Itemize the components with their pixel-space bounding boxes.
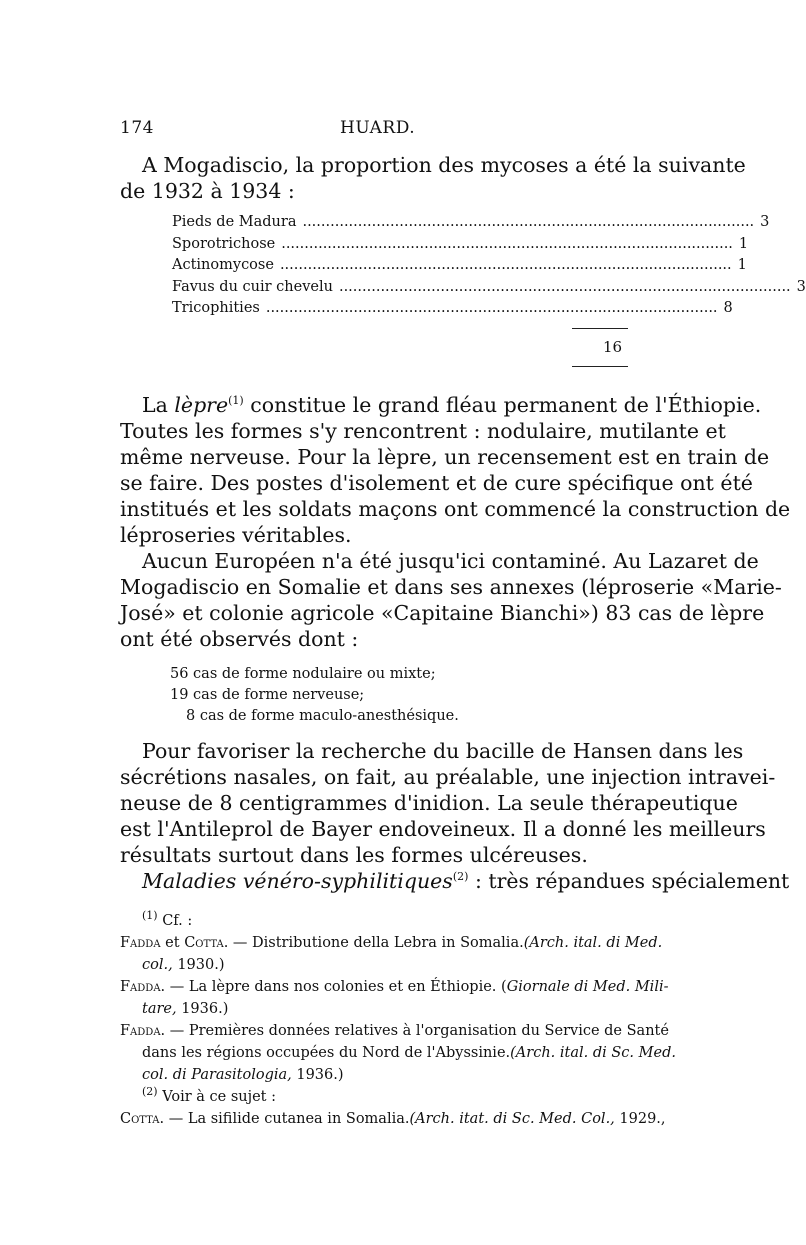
table-row — [172, 278, 806, 301]
intro-line-2: de 1932 à 1934 : — [120, 179, 295, 203]
lepre-line: institués et les soldats maçons ont commencé la construction de — [120, 497, 791, 521]
row-value: 3 — [760, 214, 770, 230]
table-row — [172, 214, 770, 236]
lepre-line: Toutes les formes s'y rencontrent : nodulaire, mutilante et — [120, 419, 726, 443]
footnote-mark: (2) — [142, 1085, 158, 1099]
list-item: 19 cas de forme nerveuse; — [170, 687, 365, 703]
hansen-line: Pour favoriser la recherche du bacille de Hansen dans les — [142, 739, 744, 763]
ref-source: (Arch. ital. di Med. — [523, 935, 663, 951]
hansen-line: neuse de 8 centigrammes d'inidion. La seule thérapeutique — [120, 791, 738, 815]
lepre-paragraph — [120, 392, 791, 548]
ref-source: col. di Parasitologia, — [142, 1067, 292, 1083]
table-row — [172, 235, 749, 258]
reference-fadda-3-cont — [120, 1042, 685, 1064]
footnote-text: Voir à ce sujet : — [162, 1089, 276, 1105]
ref-text: dans les régions occupées du Nord de l'Abyssinie. — [142, 1045, 511, 1061]
lepre-line-end: constitue le grand fléau permanent de l'Éthiopie. — [250, 393, 762, 417]
row-label: Actinomycose — [172, 257, 274, 273]
row-value: 1 — [738, 235, 749, 252]
row-label: Pieds de Madura — [172, 214, 297, 230]
ref-source: tare, — [142, 1001, 177, 1017]
ref-text: . — La sifilide cutanea in Somalia. — [159, 1111, 410, 1127]
ref-text: . — Premières données relatives à l'organisation du Service de Santé — [160, 1023, 669, 1039]
hansen-line: est l'Antileprol de Bayer endoveineux. Il a donné les meilleurs — [120, 817, 766, 841]
footnote-mark-2: (2) — [452, 870, 469, 884]
reference-fadda-2 — [120, 976, 685, 998]
footnote-2-intro — [120, 1086, 685, 1108]
lepre-line: léproseries véritables. — [120, 523, 352, 547]
reference-fadda-2-cont — [120, 998, 685, 1020]
table-row — [172, 257, 747, 279]
ref-coauthor: Cotta — [184, 935, 224, 951]
ref-author: Fadda — [120, 979, 161, 995]
maladies-term: Maladies vénéro-syphilitiques — [142, 869, 453, 893]
lepre-line: même nerveuse. Pour la lèpre, un recensement est en train de — [120, 445, 770, 469]
ref-text: . — Distributione della Lebra in Somalia. — [223, 935, 524, 951]
leader-dots: .................................................................................................. — [279, 257, 732, 273]
ref-author: Fadda — [120, 1023, 161, 1039]
european-line: ont été observés dont : — [120, 627, 359, 651]
row-label: Sporotrichose — [172, 235, 276, 252]
footnote-cf: Cf. : — [162, 913, 193, 929]
row-label: Favus du cuir chevelu — [172, 278, 333, 295]
running-title: HUARD. — [340, 118, 416, 138]
ref-source: col., — [142, 957, 173, 973]
ref-source: (Arch. ital. di Sc. Med. — [510, 1045, 676, 1061]
reference-fadda-1 — [120, 932, 685, 954]
maladies-line — [120, 868, 790, 894]
lepre-line-1 — [120, 392, 762, 418]
ref-year: 1929., — [619, 1111, 666, 1127]
lepre-line: se faire. Des postes d'isolement et de cure spécifique ont été — [120, 471, 753, 495]
ref-source: (Arch. itat. di Sc. Med. Col., — [409, 1111, 615, 1127]
european-line: Aucun Européen n'a été jusqu'ici contaminé. Au Lazaret de — [142, 549, 759, 573]
table-total: 16 — [603, 338, 623, 356]
intro-line-1: A Mogadiscio, la proportion des mycoses a été la suivante — [142, 153, 746, 177]
lepre-term: lèpre — [174, 393, 229, 417]
row-label: Tricophities — [172, 300, 260, 316]
table-row — [172, 300, 733, 322]
reference-cotta — [120, 1108, 685, 1130]
leader-dots: .................................................................................................. — [265, 300, 718, 316]
ref-year: 1936.) — [296, 1067, 344, 1083]
ref-text: . — La lèpre dans nos colonies et en Éthiopie. ( — [160, 979, 507, 995]
footnote-1-intro — [120, 910, 685, 932]
cases-list — [170, 664, 459, 727]
hansen-paragraph — [120, 738, 790, 894]
leader-dots: .................................................................................................. — [338, 278, 791, 295]
list-item: 56 cas de forme nodulaire ou mixte; — [170, 666, 436, 682]
ref-author: Cotta — [120, 1111, 160, 1127]
mycoses-table — [172, 214, 806, 322]
ref-and: et — [165, 935, 180, 951]
reference-fadda-1-cont — [120, 954, 685, 976]
footnotes — [120, 910, 685, 1130]
row-value: 1 — [737, 257, 747, 273]
page-number: 174 — [120, 118, 154, 138]
intro-paragraph — [120, 152, 746, 204]
ref-source: Giornale di Med. Mili- — [506, 979, 669, 995]
leader-dots: .................................................................................................. — [281, 235, 733, 252]
total-underline — [572, 366, 628, 367]
european-paragraph — [120, 548, 782, 652]
ref-year: 1936.) — [181, 1001, 229, 1017]
european-line: José» et colonie agricole «Capitaine Bianchi») 83 cas de lèpre — [120, 601, 765, 625]
reference-fadda-3 — [120, 1020, 685, 1042]
sum-rule — [572, 328, 628, 329]
row-value: 3 — [796, 278, 806, 295]
maladies-rest: : très répandues spécialement — [474, 869, 790, 893]
leader-dots: .................................................................................................. — [302, 214, 755, 230]
lepre-line-start: La — [142, 393, 168, 417]
list-item: 8 cas de forme maculo-anesthésique. — [186, 708, 459, 724]
row-value: 8 — [723, 300, 733, 316]
european-line: Mogadiscio en Somalie et dans ses annexes (léproserie «Marie- — [120, 575, 782, 599]
hansen-line: résultats surtout dans les formes ulcéreuses. — [120, 843, 588, 867]
ref-author: Fadda — [120, 935, 161, 951]
footnote-mark-1: (1) — [228, 394, 244, 408]
hansen-line: sécrétions nasales, on fait, au préalable, une injection intravei- — [120, 765, 776, 789]
ref-year: 1930.) — [177, 957, 225, 973]
reference-fadda-3-cont2 — [120, 1064, 685, 1086]
footnote-mark: (1) — [142, 909, 158, 923]
